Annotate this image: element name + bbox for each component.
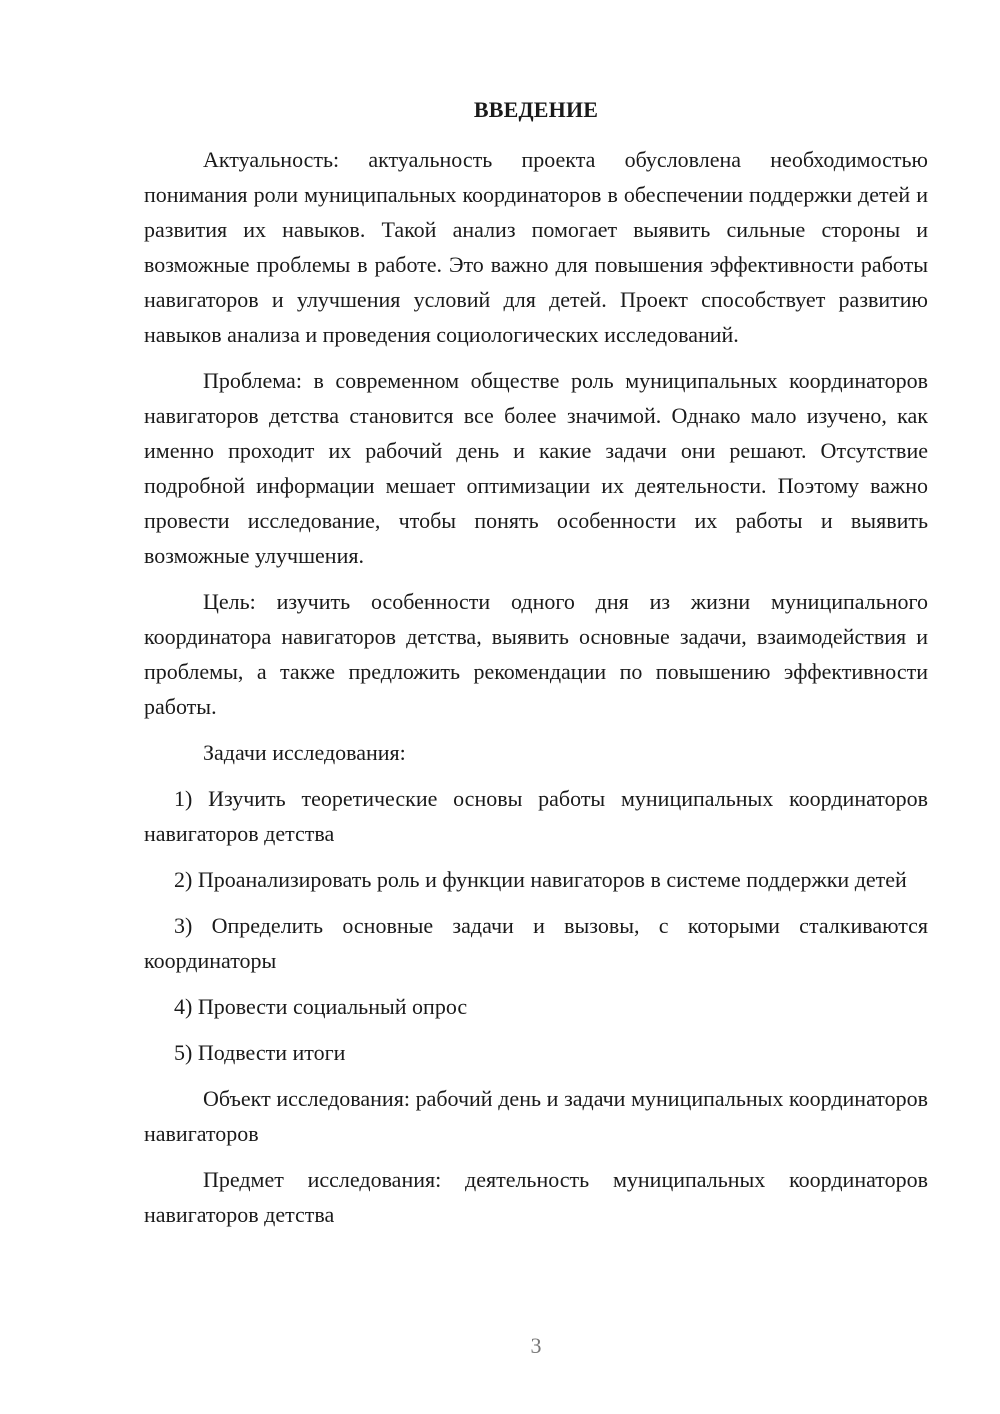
paragraph-tasks-heading: Задачи исследования: [203, 740, 406, 765]
document-body [144, 142, 928, 1243]
paragraph-subject: Предмет исследования: деятельность муниципальных координаторов навигаторов детства [144, 1167, 928, 1227]
paragraph-relevance: Актуальность: актуальность проекта обусловлена необходимостью понимания роли муниципальных координаторов в обеспечении поддержки детей и развития их навыков. Такой анализ помогает выявить сильные стороны и возможные проблемы в работе. Это важно для повышения эффективности работы навигаторов и улучшения условий для детей. Проект способствует развитию навыков анализа и проведения социологических исследований. [144, 147, 928, 347]
page-number: 3 [530, 1333, 542, 1358]
paragraph-problem: Проблема: в современном обществе роль муниципальных координаторов навигаторов детства становится все более значимой. Однако мало изучено, как именно проходит их рабочий день и какие задачи они решают. Отсутствие подробной информации мешает оптимизации их деятельности. Поэтому важно провести исследование, чтобы понять особенности их работы и выявить возможные улучшения. [144, 368, 928, 568]
task-item-2: 2) Проанализировать роль и функции навигаторов в системе поддержки детей [174, 867, 907, 892]
task-item-4: 4) Провести социальный опрос [174, 994, 468, 1019]
task-item-5: 5) Подвести итоги [174, 1040, 346, 1065]
task-item-1: 1) Изучить теоретические основы работы муниципальных координаторов навигаторов детства [144, 786, 928, 846]
paragraph-object: Объект исследования: рабочий день и задачи муниципальных координаторов навигаторов [144, 1086, 928, 1146]
page-title: ВВЕДЕНИЕ [473, 97, 599, 122]
paragraph-goal: Цель: изучить особенности одного дня из жизни муниципального координатора навигаторов детства, выявить основные задачи, взаимодействия и проблемы, а также предложить рекомендации по повышению эффективности работы. [144, 589, 928, 719]
task-item-3: 3) Определить основные задачи и вызовы, с которыми сталкиваются координаторы [144, 913, 928, 973]
